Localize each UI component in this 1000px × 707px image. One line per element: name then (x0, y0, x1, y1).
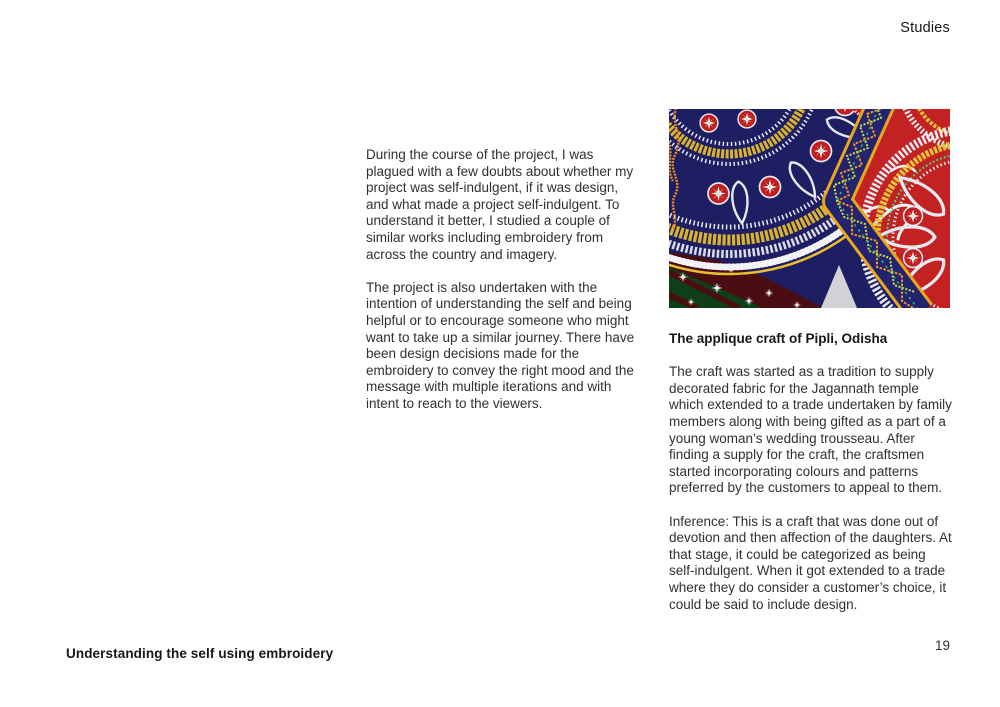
left-text-column (366, 147, 644, 429)
paragraph: The craft was started as a tradition to supply decorated fabric for the Jagannath temple which extended to a trade undertaken by family members along with being gifted as a part of a young woman’s wedding trousseau. After finding a supply for the craft, the craftsmen started incorporating colours and patterns preferred by the customers to appeal to them. (669, 364, 952, 496)
right-text-column (669, 109, 951, 613)
applique-photo-illustration (669, 109, 950, 308)
paragraph: During the course of the project, I was plagued with a few doubts about whether my project was self-indulgent, if it was design, and what made a project self-indulgent. To understand it better, I studied a couple of similar works including embroidery from across the country and imagery. (366, 147, 634, 262)
running-header: Studies (900, 20, 950, 36)
section-heading: The applique craft of Pipli, Odisha (669, 331, 888, 346)
paragraph: Inference: This is a craft that was done out of devotion and then affection of the daughters. At that stage, it could be categorized as being self-indulgent. When it got extended to a trade where they do consider a customer’s choice, it could be said to include design. (669, 513, 952, 612)
page-number: 19 (934, 638, 950, 653)
running-footer-title: Understanding the self using embroidery (66, 646, 334, 661)
applique-photo (669, 109, 950, 308)
section-body (669, 364, 951, 613)
paragraph: The project is also undertaken with the intention of understanding the self and being helpful or to encourage someone who might want to take up a similar journey. There have been design decisions made for the embroidery to convey the right mood and the message with multiple iterations and with intent to reach to the viewers. (366, 279, 635, 411)
